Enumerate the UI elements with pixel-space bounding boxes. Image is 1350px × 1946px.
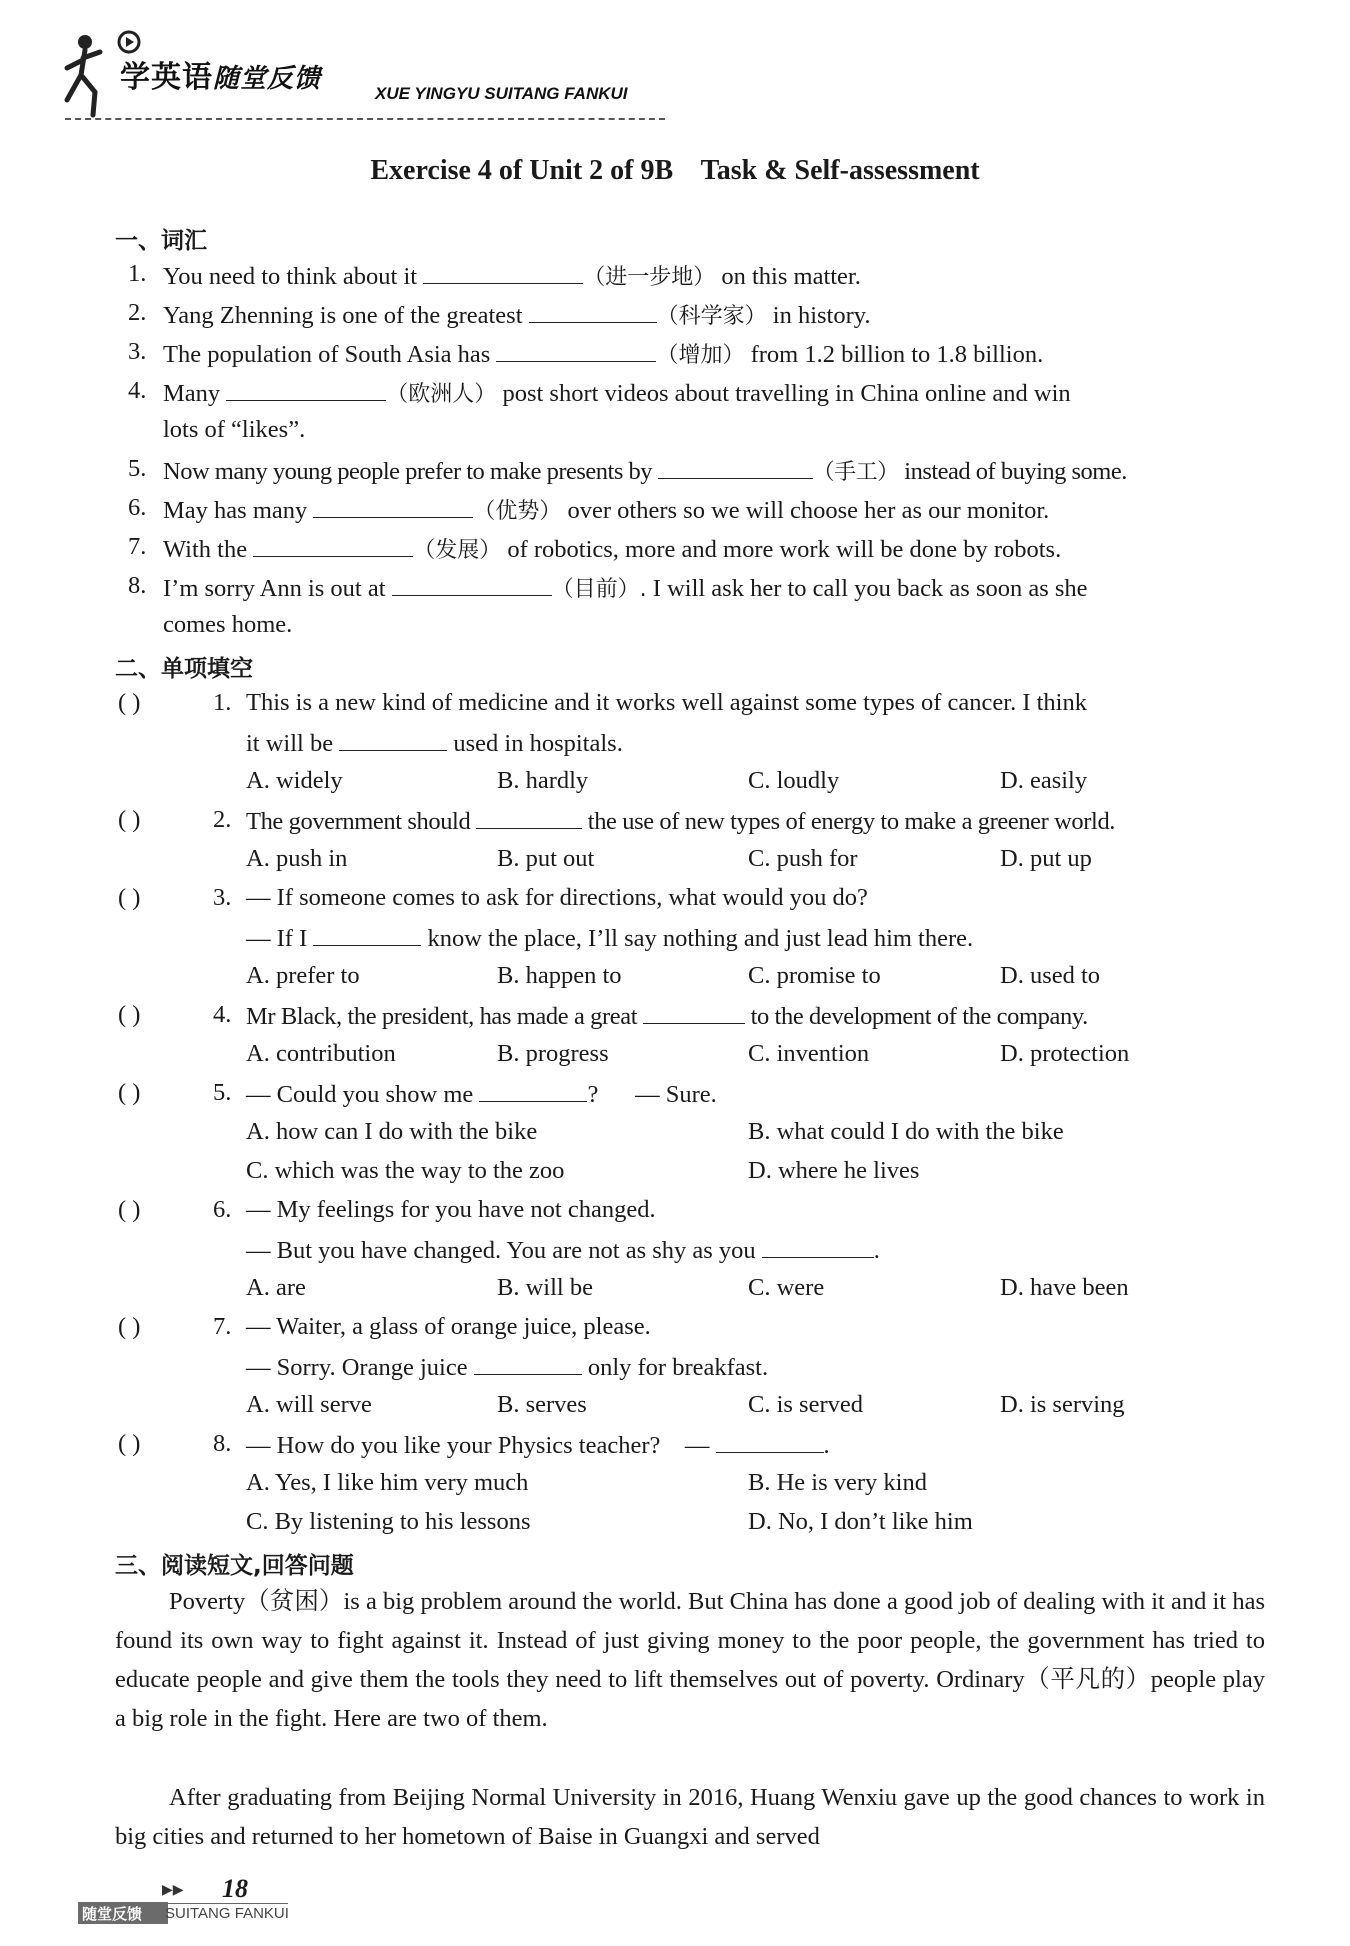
footer-label-cn: 随堂反馈 [82, 1905, 143, 1923]
answer-blank[interactable] [313, 495, 473, 518]
option-b[interactable]: B. will be [497, 1274, 593, 1301]
question-7-stem-cont: — Sorry. Orange juice only for breakfast. [246, 1354, 769, 1381]
section-heading-reading: 三、阅读短文,回答问题 [115, 1553, 354, 1579]
question-number: 2. [213, 806, 232, 833]
section-heading-multiple-choice: 二、单项填空 [115, 656, 253, 682]
answer-blank[interactable] [226, 378, 386, 401]
option-c[interactable]: C. By listening to his lessons [246, 1508, 531, 1535]
answer-blank[interactable] [253, 534, 413, 557]
question-5-stem: — Could you show me ? — Sure. [246, 1081, 717, 1108]
vocab-item-8: I’m sorry Ann is out at （目前）. I will ask her to call you back as soon as she [163, 575, 1088, 602]
question-number: 8. [213, 1430, 232, 1457]
option-a[interactable]: A. Yes, I like him very much [246, 1469, 529, 1496]
answer-bracket[interactable]: ( ) [118, 1430, 141, 1457]
answer-blank[interactable] [529, 300, 657, 323]
answer-blank[interactable] [658, 456, 813, 479]
vocab-item-4-cont: lots of “likes”. [163, 416, 306, 443]
answer-blank [479, 1079, 587, 1102]
brand-title-cn: 学英语随堂反馈 [120, 60, 322, 95]
option-a[interactable]: A. widely [246, 767, 343, 794]
answer-bracket[interactable]: ( ) [118, 806, 141, 833]
item-number: 7. [128, 533, 147, 560]
answer-blank [762, 1235, 874, 1258]
answer-bracket[interactable]: ( ) [118, 1001, 141, 1028]
option-c[interactable]: C. which was the way to the zoo [246, 1157, 565, 1184]
question-4-stem: Mr Black, the president, has made a great to the development of the company. [246, 1003, 1088, 1030]
question-number: 3. [213, 884, 232, 911]
option-d[interactable]: D. put up [1000, 845, 1092, 872]
footer-divider [168, 1903, 288, 1904]
vocab-item-3: The population of South Asia has （增加） from 1.2 billion to 1.8 billion. [163, 341, 1044, 368]
question-6-stem: — My feelings for you have not changed. [246, 1196, 656, 1223]
item-number: 2. [128, 299, 147, 326]
runner-icon [55, 30, 125, 120]
item-number: 3. [128, 338, 147, 365]
option-b[interactable]: B. He is very kind [748, 1469, 927, 1496]
question-8-stem: — How do you like your Physics teacher? — . [246, 1432, 830, 1459]
answer-blank [474, 1352, 582, 1375]
answer-bracket[interactable]: ( ) [118, 884, 141, 911]
answer-blank[interactable] [496, 339, 656, 362]
answer-bracket[interactable]: ( ) [118, 689, 141, 716]
answer-blank [339, 728, 447, 751]
item-number: 6. [128, 494, 147, 521]
option-c[interactable]: C. push for [748, 845, 858, 872]
vocab-item-1: You need to think about it （进一步地） on this matter. [163, 263, 861, 290]
option-b[interactable]: B. what could I do with the bike [748, 1118, 1064, 1145]
question-6-stem-cont: — But you have changed. You are not as shy as you . [246, 1237, 880, 1264]
option-c[interactable]: C. promise to [748, 962, 881, 989]
item-number: 5. [128, 455, 147, 482]
question-3-stem-cont: — If I know the place, I’ll say nothing and just lead him there. [246, 925, 974, 952]
question-2-stem: The government should the use of new types of energy to make a greener world. [246, 808, 1116, 835]
header-divider [65, 118, 665, 120]
answer-bracket[interactable]: ( ) [118, 1079, 141, 1106]
option-d[interactable]: D. easily [1000, 767, 1088, 794]
option-a[interactable]: A. prefer to [246, 962, 360, 989]
option-a[interactable]: A. push in [246, 845, 348, 872]
footer-label-en: SUITANG FANKUI [165, 1905, 289, 1922]
option-c[interactable]: C. is served [748, 1391, 863, 1418]
page-header [55, 22, 675, 122]
answer-blank [716, 1430, 824, 1453]
brand-title-en: XUE YINGYU SUITANG FANKUI [375, 84, 628, 103]
option-c[interactable]: C. loudly [748, 767, 840, 794]
option-d[interactable]: D. No, I don’t like him [748, 1508, 973, 1535]
option-c[interactable]: C. invention [748, 1040, 870, 1067]
item-number: 4. [128, 377, 147, 404]
answer-bracket[interactable]: ( ) [118, 1196, 141, 1223]
question-number: 5. [213, 1079, 232, 1106]
question-number: 6. [213, 1196, 232, 1223]
option-d[interactable]: D. used to [1000, 962, 1101, 989]
option-c[interactable]: C. were [748, 1274, 825, 1301]
answer-blank[interactable] [392, 573, 552, 596]
answer-blank[interactable] [423, 261, 583, 284]
option-a[interactable]: A. contribution [246, 1040, 396, 1067]
question-1-stem: This is a new kind of medicine and it works well against some types of cancer. I think [246, 689, 1087, 716]
item-number: 1. [128, 260, 147, 287]
vocab-item-6: May has many （优势） over others so we will choose her as our monitor. [163, 497, 1050, 524]
item-number: 8. [128, 572, 147, 599]
option-a[interactable]: A. are [246, 1274, 306, 1301]
vocab-item-4: Many （欧洲人） post short videos about travelling in China online and win [163, 380, 1071, 407]
reading-paragraph-2: After graduating from Beijing Normal University in 2016, Huang Wenxiu gave up the good chances to work in big cities and returned to her hometown of Baise in Guangxi and served [115, 1784, 1265, 1850]
option-d[interactable]: D. protection [1000, 1040, 1130, 1067]
answer-blank [643, 1001, 745, 1024]
option-b[interactable]: B. progress [497, 1040, 609, 1067]
answer-bracket[interactable]: ( ) [118, 1313, 141, 1340]
vocab-item-5: Now many young people prefer to make presents by （手工） instead of buying some. [163, 458, 1127, 485]
answer-blank [476, 806, 582, 829]
page-number: 18 [222, 1874, 248, 1903]
answer-blank [313, 923, 421, 946]
vocab-item-7: With the （发展） of robotics, more and more work will be done by robots. [163, 536, 1062, 563]
option-d[interactable]: D. have been [1000, 1274, 1129, 1301]
option-b[interactable]: B. serves [497, 1391, 587, 1418]
option-b[interactable]: B. happen to [497, 962, 622, 989]
section-heading-vocabulary: 一、词汇 [115, 228, 207, 254]
reading-paragraph-1: Poverty（贫困）is a big problem around the world. But China has done a good job of dealing with it and it has found its own way to fight against it. Instead of just giving money to the poor people, the government has tried to educate people and give them the tools they need to lift themselves out of poverty. Ordinary（平凡的）people play a big role in the fight. Here are two of them. [115, 1588, 1265, 1732]
option-a[interactable]: A. will serve [246, 1391, 372, 1418]
option-d[interactable]: D. is serving [1000, 1391, 1125, 1418]
vocab-item-8-cont: comes home. [163, 611, 293, 638]
option-d[interactable]: D. where he lives [748, 1157, 920, 1184]
option-b[interactable]: B. put out [497, 845, 595, 872]
question-7-stem: — Waiter, a glass of orange juice, please. [246, 1313, 651, 1340]
question-number: 7. [213, 1313, 232, 1340]
option-a[interactable]: A. how can I do with the bike [246, 1118, 538, 1145]
question-3-stem: — If someone comes to ask for directions, what would you do? [246, 884, 868, 911]
play-icon [117, 30, 141, 54]
question-number: 1. [213, 689, 232, 716]
question-1-stem-cont: it will be used in hospitals. [246, 730, 623, 757]
question-number: 4. [213, 1001, 232, 1028]
vocab-item-2: Yang Zhenning is one of the greatest （科学家） in history. [163, 302, 871, 329]
option-b[interactable]: B. hardly [497, 767, 589, 794]
page-title: Exercise 4 of Unit 2 of 9B Task & Self-assessment [370, 155, 980, 186]
double-arrow-icon: ▶▶ [162, 1883, 184, 1898]
